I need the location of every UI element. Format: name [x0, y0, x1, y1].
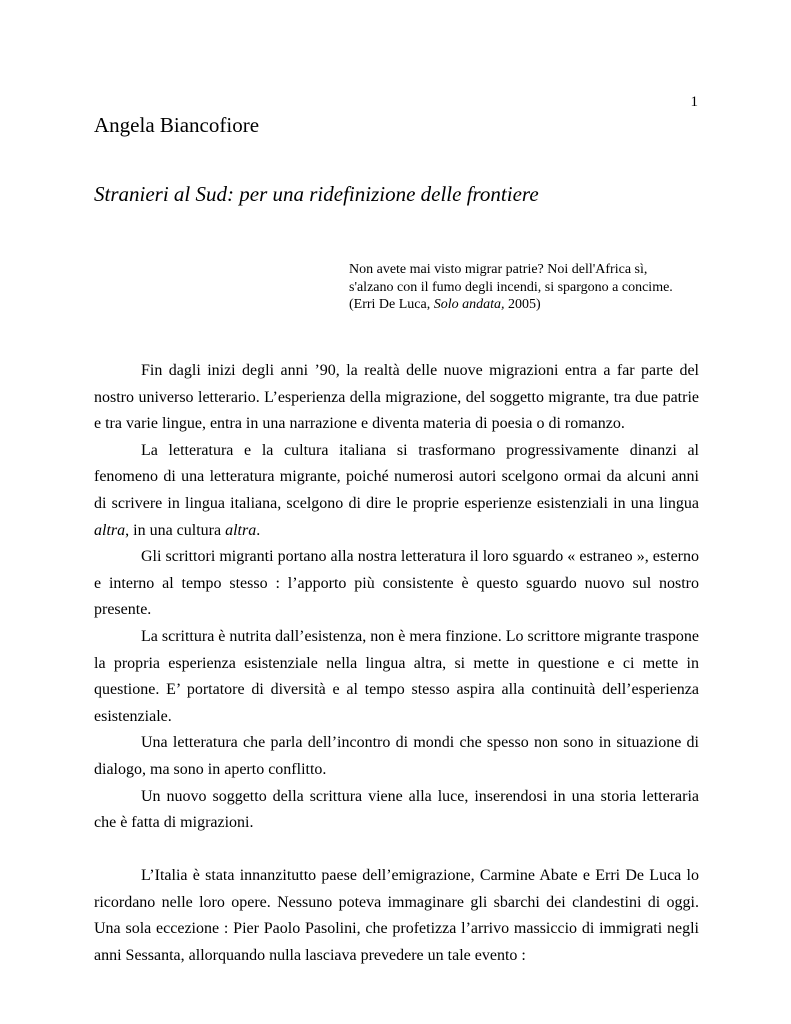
paragraph-text: , in una cultura [125, 521, 226, 539]
epigraph-line: s'alzano con il fumo degli incendi, si spargono a concime. [349, 279, 673, 295]
paragraph: Fin dagli inizi degli anni ’90, la realtà delle nuove migrazioni entra a far parte del nostro universo letterario. L’esperienza della migrazione, del soggetto migrante, tra due patrie e tra varie lingue, entra in una narrazione e diventa materia di poesia o di romanzo. [94, 362, 699, 433]
paragraph: Una letteratura che parla dell’incontro di mondi che spesso non sono in situazione di dialogo, ma sono in aperto conflitto. [94, 734, 699, 778]
epigraph-source [349, 296, 699, 314]
epigraph-source-prefix: (Erri De Luca, [349, 297, 434, 312]
paragraph: Gli scrittori migranti portano alla nostra letteratura il loro sguardo « estraneo », esterno e interno al tempo stesso : l’apporto più consistente è questo sguardo nuovo sul nostro presente. [94, 548, 699, 619]
epigraph-source-work: Solo andata, [433, 297, 505, 312]
epigraph-line: Non avete mai visto migrar patrie? Noi dell'Africa sì, [349, 262, 648, 277]
emphasis: altra [225, 521, 257, 539]
paragraph: La scrittura è nutrita dall’esistenza, non è mera finzione. Lo scrittore migrante traspone la propria esperienza esistenziale nella lingua altra, si mette in questione e ci mette in questione. E’ portatore di diversità e al tempo stesso aspira alla continuità dell’esperienza esistenziale. [94, 627, 699, 725]
epigraph-source-suffix: 2005) [504, 297, 541, 312]
document-title: Stranieri al Sud: per una ridefinizione delle frontiere [94, 182, 539, 206]
author-name: Angela Biancofiore [94, 113, 260, 137]
paragraph-text: . [256, 521, 261, 539]
epigraph [349, 261, 699, 314]
body-text [94, 358, 699, 970]
page-number: 1 [690, 94, 698, 110]
paragraph: L’Italia è stata innanzitutto paese dell’emigrazione, Carmine Abate e Erri De Luca lo ricordano nelle loro opere. Nessuno poteva immaginare gli sbarchi dei clandestini di oggi. Una sola eccezione : Pier Paolo Pasolini, che profetizza l’arrivo massiccio di immigrati negli anni Sessanta, allorquando nulla lasciava prevedere un tale evento : [94, 867, 699, 965]
emphasis: altra [94, 521, 126, 539]
paragraph-text: La letteratura e la cultura italiana si trasformano progressivamente dinanzi al fenomeno di una letteratura migrante, poiché numerosi autori scelgono ormai da alcuni anni di scrivere in lingua italiana, scelgono di dire le proprie esperienze esistenziali in una lingua [94, 441, 699, 512]
paragraph [94, 438, 699, 544]
paragraph: Un nuovo soggetto della scrittura viene alla luce, inserendosi in una storia letteraria che è fatta di migrazioni. [94, 787, 699, 832]
